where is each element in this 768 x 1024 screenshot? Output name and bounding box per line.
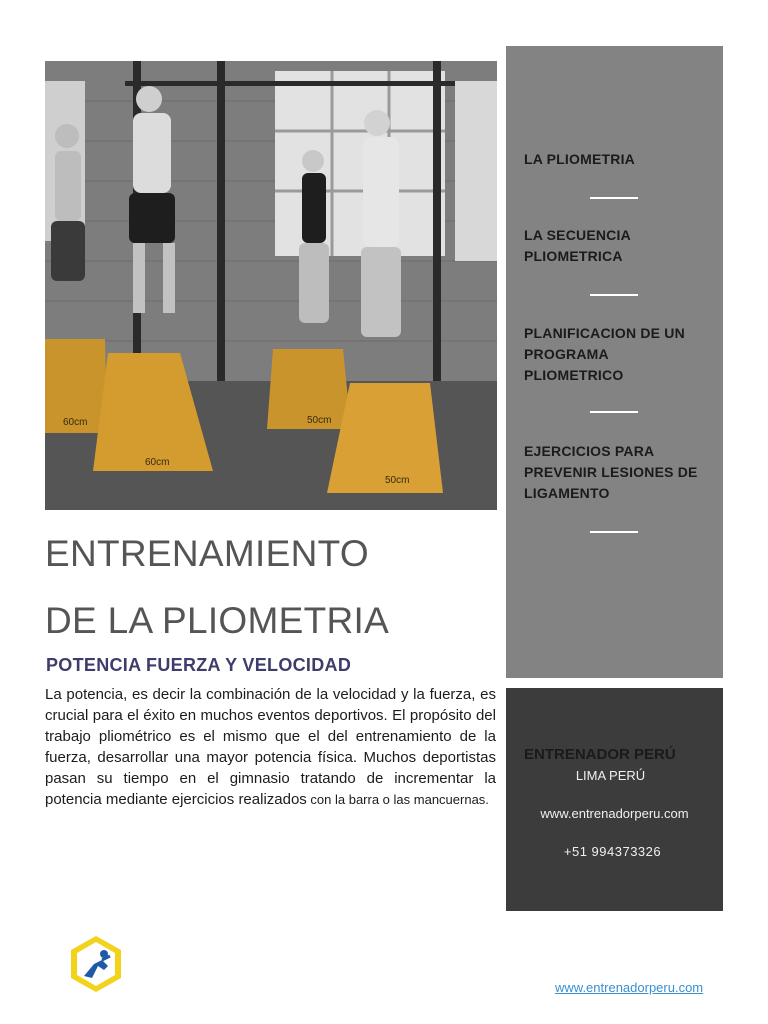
contact-panel bbox=[506, 688, 723, 911]
logo bbox=[68, 934, 124, 994]
menu-divider bbox=[590, 294, 638, 296]
contact-website[interactable]: www.entrenadorperu.com bbox=[540, 806, 689, 821]
plyometric-jump-photo bbox=[45, 61, 497, 510]
page-title-line-1: ENTRENAMIENTO bbox=[45, 533, 369, 574]
menu-item-secuencia[interactable]: LA SECUENCIA PLIOMETRICA bbox=[524, 227, 631, 264]
body-text-main: La potencia, es decir la combinación de la velocidad y la fuerza, es crucial para el éxito en muchos eventos deportivos. El propósito del trabajo pliométrico es el mismo que el del entrenamiento de la fuerza, desarrollar una mayor potencia física. Muchos deportistas pasan su tiempo en el gimnasio tratando de incrementar la potencia mediante ejercicios realizados bbox=[45, 686, 496, 808]
hero-photo bbox=[45, 61, 497, 510]
menu-divider bbox=[590, 411, 638, 413]
box-label: 50cm bbox=[307, 415, 332, 426]
page-subtitle: POTENCIA FUERZA Y VELOCIDAD bbox=[46, 655, 352, 675]
menu-divider bbox=[590, 197, 638, 199]
menu-item-pliometria[interactable]: LA PLIOMETRIA bbox=[524, 151, 635, 167]
body-text-tail: con la barra o las mancuernas. bbox=[306, 792, 489, 807]
sidebar-menu bbox=[506, 46, 723, 678]
contact-name: ENTRENADOR PERÚ bbox=[524, 746, 676, 763]
box-label: 50cm bbox=[385, 475, 410, 486]
menu-divider bbox=[590, 531, 638, 533]
menu-item-ejercicios[interactable]: EJERCICIOS PARA PREVENIR LESIONES DE LIGAMENTO bbox=[524, 443, 698, 501]
box-label: 60cm bbox=[63, 417, 88, 428]
contact-phone: +51 994373326 bbox=[563, 844, 662, 859]
body-paragraph bbox=[45, 684, 496, 810]
menu-item-planificacion[interactable]: PLANIFICACION DE UN PROGRAMA PLIOMETRICO bbox=[524, 325, 685, 383]
footer-website-link[interactable]: www.entrenadorperu.com bbox=[555, 980, 704, 995]
contact-city: LIMA PERÚ bbox=[575, 768, 646, 783]
box-label: 60cm bbox=[145, 457, 170, 468]
page-title-line-2: DE LA PLIOMETRIA bbox=[45, 600, 390, 641]
athlete-logo-icon bbox=[68, 934, 124, 994]
